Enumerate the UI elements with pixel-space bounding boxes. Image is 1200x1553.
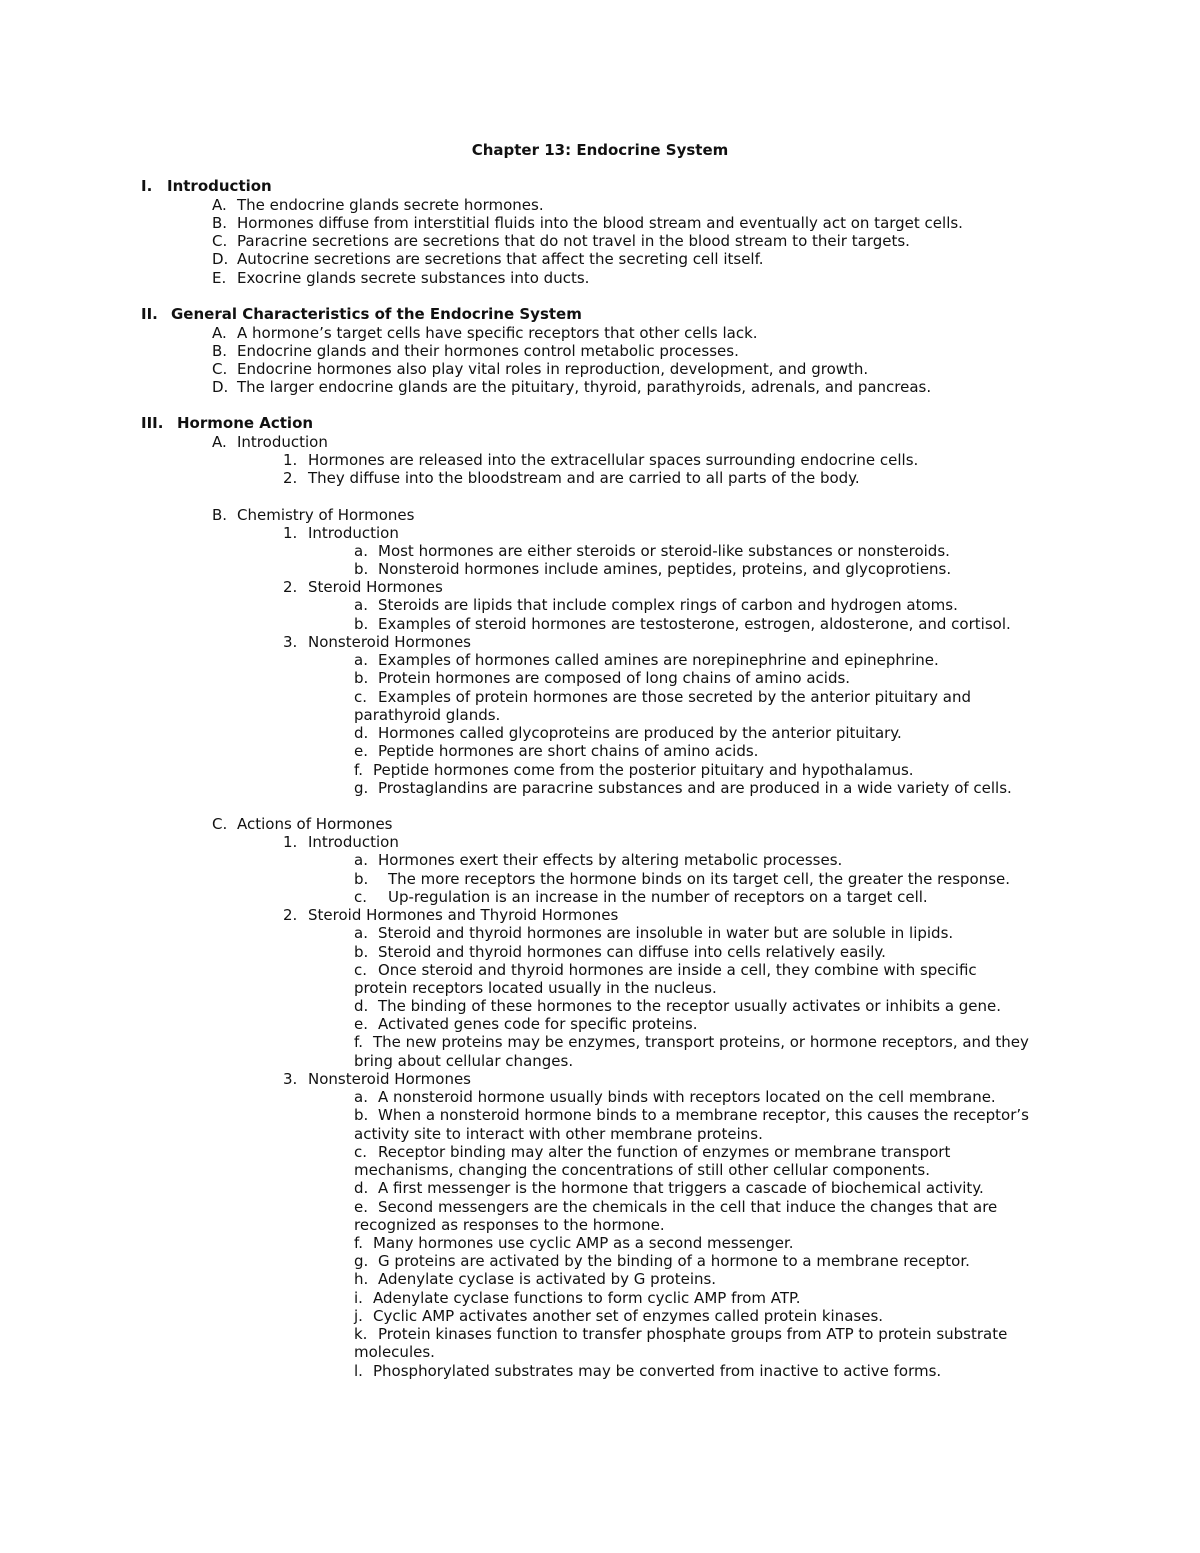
list-item: c. Once steroid and thyroid hormones are inside a cell, they combine with specific: [354, 961, 977, 979]
list-item: E. Exocrine glands secrete substances into ducts.: [212, 269, 590, 287]
list-item: 1. Introduction: [283, 833, 399, 851]
list-item: c. Examples of protein hormones are those secreted by the anterior pituitary and: [354, 688, 971, 706]
section-number: I.: [141, 177, 153, 195]
subsection-heading: A. Introduction: [212, 433, 328, 451]
list-item-continuation: mechanisms, changing the concentrations of still other cellular components.: [354, 1161, 931, 1179]
list-item: a. Examples of hormones called amines are norepinephrine and epinephrine.: [354, 651, 939, 669]
list-item: a. Steroid and thyroid hormones are insoluble in water but are soluble in lipids.: [354, 924, 954, 942]
list-item: 3. Nonsteroid Hormones: [283, 633, 472, 651]
list-item: b. Examples of steroid hormones are testosterone, estrogen, aldosterone, and cortisol.: [354, 615, 1011, 633]
list-item: f. The new proteins may be enzymes, transport proteins, or hormone receptors, and they: [354, 1033, 1029, 1051]
list-item: 1. Hormones are released into the extracellular spaces surrounding endocrine cells.: [283, 451, 919, 469]
subsection-heading: B. Chemistry of Hormones: [212, 506, 415, 524]
list-item: b. Protein hormones are composed of long chains of amino acids.: [354, 669, 851, 687]
list-item: e. Second messengers are the chemicals in the cell that induce the changes that are: [354, 1198, 998, 1216]
list-item: b. When a nonsteroid hormone binds to a membrane receptor, this causes the receptor’s: [354, 1106, 1029, 1124]
section-heading-hormone-action: [141, 414, 313, 432]
subsection-heading: C. Actions of Hormones: [212, 815, 393, 833]
list-item: a. Steroids are lipids that include complex rings of carbon and hydrogen atoms.: [354, 596, 958, 614]
list-item: e. Activated genes code for specific proteins.: [354, 1015, 698, 1033]
list-item: j. Cyclic AMP activates another set of enzymes called protein kinases.: [354, 1307, 884, 1325]
list-item: d. The binding of these hormones to the receptor usually activates or inhibits a gene.: [354, 997, 1002, 1015]
section-heading-introduction: [141, 177, 272, 195]
list-item: C. Paracrine secretions are secretions that do not travel in the blood stream to their targets.: [212, 232, 910, 250]
list-item: b. Nonsteroid hormones include amines, peptides, proteins, and glycoprotiens.: [354, 560, 952, 578]
list-item: g. G proteins are activated by the binding of a hormone to a membrane receptor.: [354, 1252, 970, 1270]
list-item: a. Most hormones are either steroids or steroid-like substances or nonsteroids.: [354, 542, 950, 560]
list-item: D. Autocrine secretions are secretions that affect the secreting cell itself.: [212, 250, 764, 268]
list-item: A. The endocrine glands secrete hormones.: [212, 196, 544, 214]
list-item-continuation: parathyroid glands.: [354, 706, 501, 724]
list-item: C. Endocrine hormones also play vital roles in reproduction, development, and growth.: [212, 360, 869, 378]
list-item: e. Peptide hormones are short chains of amino acids.: [354, 742, 759, 760]
list-item: D. The larger endocrine glands are the pituitary, thyroid, parathyroids, adrenals, and pancreas.: [212, 378, 932, 396]
list-item: A. A hormone’s target cells have specific receptors that other cells lack.: [212, 324, 758, 342]
list-item: B. Endocrine glands and their hormones control metabolic processes.: [212, 342, 739, 360]
section-title: Introduction: [167, 177, 272, 195]
section-title: Hormone Action: [177, 414, 314, 432]
list-item: b. Steroid and thyroid hormones can diffuse into cells relatively easily.: [354, 943, 886, 961]
list-item: c. Receptor binding may alter the function of enzymes or membrane transport: [354, 1143, 951, 1161]
list-item: 1. Introduction: [283, 524, 399, 542]
list-item-continuation: recognized as responses to the hormone.: [354, 1216, 665, 1234]
list-item: f. Many hormones use cyclic AMP as a second messenger.: [354, 1234, 794, 1252]
list-item: f. Peptide hormones come from the posterior pituitary and hypothalamus.: [354, 761, 914, 779]
list-item: k. Protein kinases function to transfer phosphate groups from ATP to protein substrate: [354, 1325, 1008, 1343]
list-item-continuation: protein receptors located usually in the nucleus.: [354, 979, 717, 997]
list-item-continuation: activity site to interact with other membrane proteins.: [354, 1125, 763, 1143]
list-item: a. Hormones exert their effects by altering metabolic processes.: [354, 851, 843, 869]
list-item: d. Hormones called glycoproteins are produced by the anterior pituitary.: [354, 724, 902, 742]
list-item: 2. Steroid Hormones: [283, 578, 443, 596]
list-item: b. The more receptors the hormone binds on its target cell, the greater the response.: [354, 870, 1011, 888]
section-number: III.: [141, 414, 164, 432]
list-item: 2. Steroid Hormones and Thyroid Hormones: [283, 906, 619, 924]
list-item-continuation: bring about cellular changes.: [354, 1052, 574, 1070]
list-item: c. Up-regulation is an increase in the number of receptors on a target cell.: [354, 888, 928, 906]
section-number: II.: [141, 305, 158, 323]
list-item: B. Hormones diffuse from interstitial fluids into the blood stream and eventually act on target cells.: [212, 214, 963, 232]
list-item: g. Prostaglandins are paracrine substances and are produced in a wide variety of cells.: [354, 779, 1012, 797]
list-item-continuation: molecules.: [354, 1343, 435, 1361]
list-item: i. Adenylate cyclase functions to form cyclic AMP from ATP.: [354, 1289, 801, 1307]
section-heading-general-characteristics: [141, 305, 582, 323]
list-item: 2. They diffuse into the bloodstream and are carried to all parts of the body.: [283, 469, 860, 487]
list-item: l. Phosphorylated substrates may be converted from inactive to active forms.: [354, 1362, 942, 1380]
list-item: a. A nonsteroid hormone usually binds with receptors located on the cell membrane.: [354, 1088, 996, 1106]
page-title: Chapter 13: Endocrine System: [471, 141, 729, 159]
list-item: h. Adenylate cyclase is activated by G proteins.: [354, 1270, 717, 1288]
section-title: General Characteristics of the Endocrine System: [171, 305, 582, 323]
list-item: 3. Nonsteroid Hormones: [283, 1070, 472, 1088]
list-item: d. A first messenger is the hormone that triggers a cascade of biochemical activity.: [354, 1179, 984, 1197]
